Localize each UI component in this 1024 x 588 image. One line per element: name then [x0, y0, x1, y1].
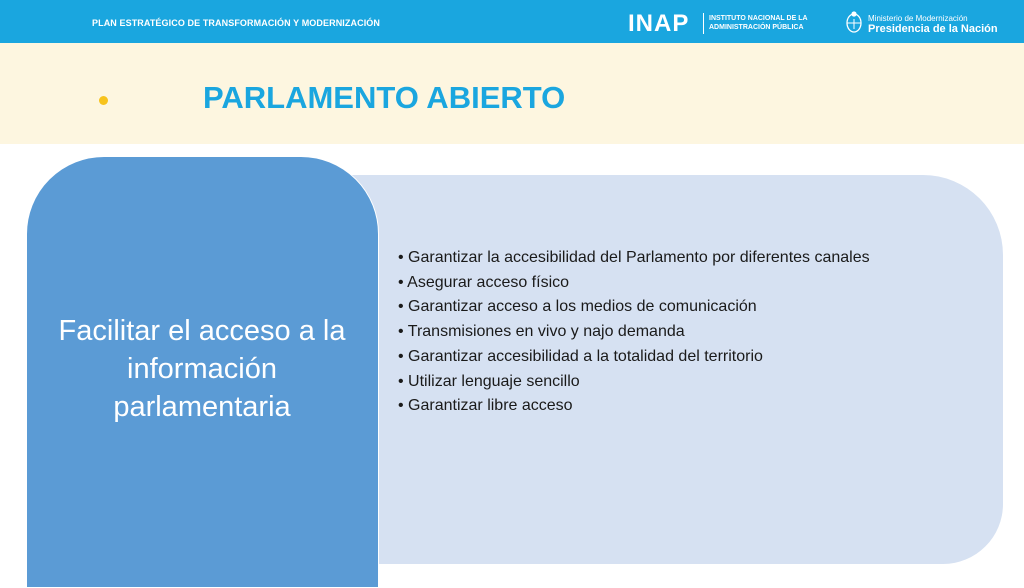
list-item: • Garantizar accesibilidad a la totalidad del territorio	[398, 345, 870, 370]
top-bar	[0, 0, 1024, 43]
list-item: • Utilizar lenguaje sencillo	[398, 370, 870, 395]
ministry-line1: Ministerio de Modernización	[868, 14, 968, 23]
list-item: • Asegurar acceso físico	[398, 271, 870, 296]
list-item: • Garantizar la accesibilidad del Parlamento por diferentes canales	[398, 246, 870, 271]
topic-panel-text: Facilitar el acceso a la información parlamentaria	[58, 315, 346, 423]
inap-logo: INAP	[628, 10, 690, 37]
inap-subtitle-line2: ADMINISTRACIÓN PÚBLICA	[709, 24, 804, 31]
list-item: • Transmisiones en vivo y najo demanda	[398, 320, 870, 345]
title-bullet-dot	[99, 96, 108, 105]
inap-subtitle	[709, 14, 808, 32]
points-list	[398, 246, 870, 419]
ministry-line2: Presidencia de la Nación	[868, 23, 998, 35]
list-item: • Garantizar libre acceso	[398, 394, 870, 419]
inap-subtitle-line1: INSTITUTO NACIONAL DE LA	[709, 15, 808, 22]
list-item: • Garantizar acceso a los medios de comunicación	[398, 295, 870, 320]
logo-divider	[703, 13, 704, 34]
argentina-seal-icon	[846, 10, 862, 34]
slide-title: PARLAMENTO ABIERTO	[203, 80, 566, 115]
ministry-logo	[868, 14, 998, 35]
plan-title: PLAN ESTRATÉGICO DE TRANSFORMACIÓN Y MODERNIZACIÓN	[92, 18, 381, 28]
